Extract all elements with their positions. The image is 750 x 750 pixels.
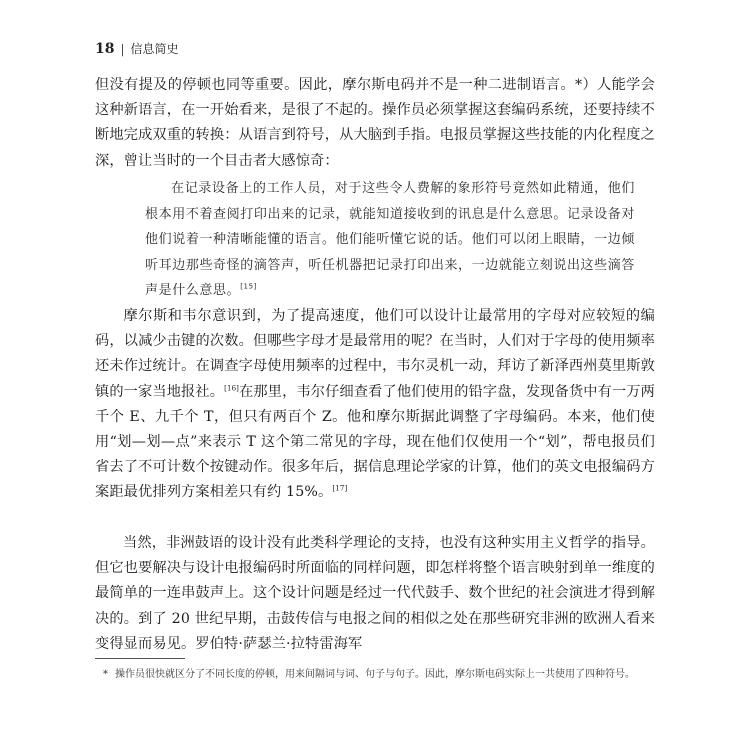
footnote-text: 操作员很快就区分了不同长度的停顿，用来间隔词与词、句子与句子。因此，摩尔斯电码实际上一共使用了四种符号。 [115,669,635,680]
footnote-ref-15[interactable]: [15] [240,282,257,291]
book-title: 信息简史 [130,42,179,56]
footnote-marker: * [103,669,108,680]
paragraph-1-text: 但没有提及的停顿也同等重要。因此，摩尔斯电码并不是一种二进制语言。*）人能学会这种新语言，在一开始看来，是很了不起的。操作员必须掌握这套编码系统，还要持续不断地完成双重的转换：从语言到符号，从大脑到手指。电报员掌握这些技能的内化程度之深，曾让当时的一个目击者大感惊奇： [95,77,655,169]
footnote [103,666,655,684]
footnote-ref-16[interactable]: [16] [224,383,240,392]
block-quote [145,176,635,304]
paragraph-3-text: 当然，非洲鼓语的设计没有此类科学理论的支持，也没有这种实用主义哲学的指导。但它也要解决与设计电报编码时所面临的同样问题，即怎样将整个语言映射到单一维度的最简单的一连串鼓声上。这个设计问题是经过一代代鼓手、数个世纪的社会演进才得到解决的。到了 20 世纪早期，击鼓传信与电报之间的相似之处在那些研究非洲的欧洲人看来变得显而易见。罗伯特·萨瑟兰·拉特雷海军 [95,535,655,652]
paragraph-2-text-part-2: 在那里，韦尔仔细查看了他们使用的铅字盘，发现备货中有一万两千个 E、九千个 T，但只有两百个 Z。他和摩尔斯据此调整了字母编码。本来，他们使用“划—划—点”来表示 T 这个第二常见的字母，现在他们仅使用一个“划”，帮电报员们省去了不可计数个按键动作。很多年后，据信息理论学家的计算，他们的英文电报编码方案距最优排列方案相差只有约 15%。 [95,383,655,501]
page-number: 18 [95,40,115,57]
block-quote-text: 在记录设备上的工作人员，对于这些令人费解的象形符号竟然如此精通，他们根本用不着查阅打印出来的记录，就能知道接收到的讯息是什么意思。记录设备对他们说着一种清晰能懂的语言。他们能听懂它说的话。他们可以闭上眼睛，一边倾听耳边那些奇怪的滴答声，听任机器把记录打印出来，一边就能立刻说出这些滴答声是什么意思。 [145,181,635,298]
paragraph-2 [95,304,655,506]
paragraph-3 [95,531,655,657]
paragraph-1 [95,73,655,174]
paragraph-2-text-part-1: 摩尔斯和韦尔意识到，为了提高速度，他们可以设计让最常用的字母对应较短的编码，以减少击键的次数。但哪些字母才是最常用的呢？在当时，人们对于字母的使用频率还未作过统计。在调查字母使用频率的过程中，韦尔灵机一动，拜访了新泽西州莫里斯敦镇的一家当地报社。 [95,308,655,400]
footnote-divider [95,658,185,659]
footnote-ref-17[interactable]: [17] [332,484,348,493]
header-separator: | [120,41,125,56]
running-header [95,40,179,57]
